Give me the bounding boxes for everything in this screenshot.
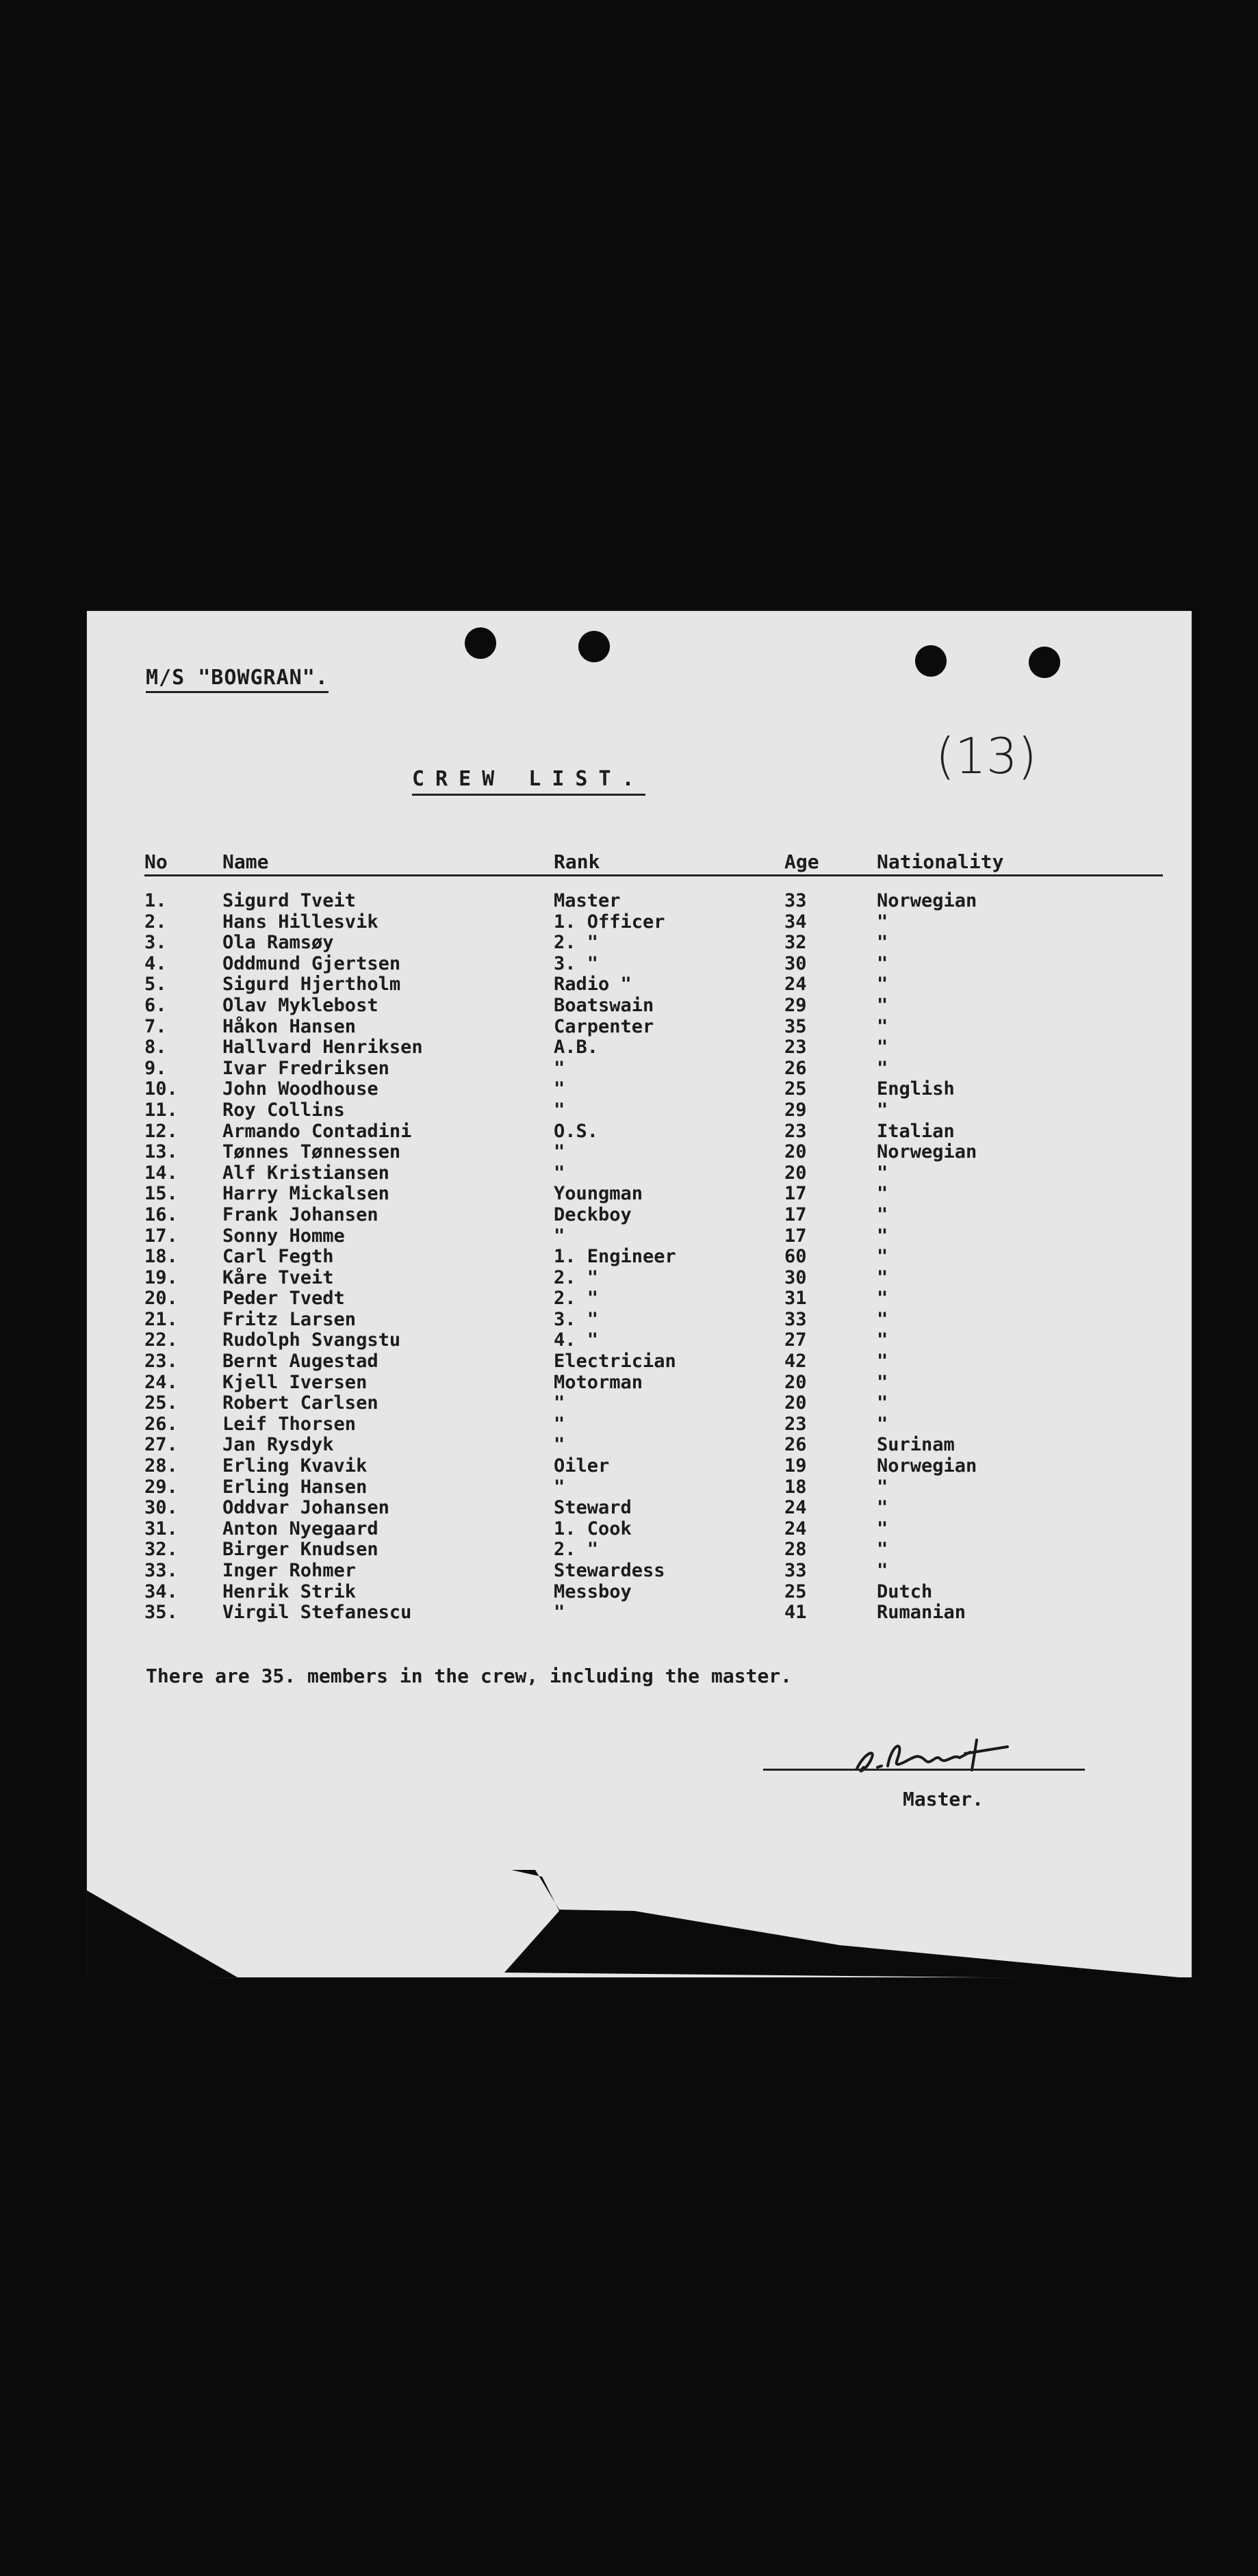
crew-name: Frank Johansen [222,1204,378,1225]
crew-nationality: Dutch [877,1580,933,1602]
crew-age: 24 [784,974,807,996]
table-row [144,1476,1171,1498]
crew-nationality: " [877,1560,888,1581]
crew-rank: Electrician [554,1351,676,1372]
crew-number: 2. [144,911,167,933]
punch-hole [578,631,610,662]
crew-number: 22. [144,1329,178,1351]
table-row [144,1162,1171,1184]
crew-name: Kåre Tveit [222,1266,334,1288]
crew-number: 27. [144,1434,178,1456]
crew-number: 32. [144,1539,178,1561]
crew-name: Oddmund Gjertsen [222,952,401,974]
crew-rank: " [554,1434,565,1456]
column-header-rank: Rank [554,850,600,873]
crew-nationality: " [877,1246,888,1268]
crew-number: 17. [144,1225,178,1247]
crew-age: 24 [784,1518,807,1539]
crew-number: 18. [144,1246,178,1268]
crew-nationality: " [877,1266,888,1288]
crew-age: 20 [784,1392,807,1414]
crew-age: 35 [784,1015,807,1037]
crew-name: Sonny Homme [222,1225,345,1247]
table-row [144,1078,1171,1100]
crew-number: 26. [144,1413,178,1435]
crew-name: Birger Knudsen [222,1539,378,1561]
table-row [144,1455,1171,1476]
table-row [144,1246,1171,1267]
crew-age: 26 [784,1057,807,1079]
crew-name: Alf Kristiansen [222,1162,389,1184]
crew-age: 17 [784,1204,807,1225]
table-row [144,1351,1171,1372]
crew-number: 28. [144,1455,178,1477]
crew-age: 20 [784,1371,807,1393]
crew-age: 25 [784,1580,807,1602]
crew-number: 10. [144,1078,178,1100]
crew-rank: Deckboy [554,1204,632,1225]
table-row [144,1329,1171,1351]
crew-name: Sigurd Hjertholm [222,974,401,996]
crew-nationality: " [877,1162,888,1184]
crew-name: Rudolph Svangstu [222,1329,401,1351]
crew-age: 30 [784,952,807,974]
crew-rank: O.S. [554,1120,599,1142]
crew-list-page [87,611,1192,1977]
crew-rank: Boatswain [554,994,654,1016]
crew-rank: 1. Officer [554,911,665,933]
crew-number: 14. [144,1162,178,1184]
crew-nationality: " [877,911,888,933]
crew-nationality: English [877,1078,955,1100]
crew-rank: " [554,1099,565,1121]
crew-rank: Oiler [554,1455,610,1477]
punch-hole [915,645,947,677]
table-row [144,1518,1171,1539]
ship-name: M/S "BOWGRAN". [146,666,329,693]
crew-name: Hans Hillesvik [222,911,378,933]
crew-name: Virgil Stefanescu [222,1602,412,1624]
crew-name: Kjell Iversen [222,1371,368,1393]
crew-age: 33 [784,1308,807,1330]
crew-rank: " [554,1162,565,1184]
table-row [144,1581,1171,1602]
crew-nationality: Italian [877,1120,955,1142]
crew-age: 42 [784,1351,807,1372]
crew-number: 35. [144,1602,178,1624]
crew-number: 16. [144,1204,178,1225]
crew-age: 30 [784,1266,807,1288]
master-signature [850,1726,1028,1781]
crew-name: Erling Hansen [222,1476,368,1498]
table-row [144,1602,1171,1623]
crew-number: 5. [144,974,167,996]
crew-rank: 2. " [554,1266,599,1288]
crew-number: 3. [144,932,167,954]
table-row [144,1267,1171,1288]
crew-rank: A.B. [554,1037,599,1058]
crew-nationality: " [877,1183,888,1205]
crew-count-note: There are 35. members in the crew, including the master. [146,1665,793,1687]
crew-nationality: " [877,1308,888,1330]
table-row [144,1539,1171,1560]
crew-age: 33 [784,890,807,911]
crew-number: 1. [144,890,167,911]
column-header-name: Name [222,850,269,873]
crew-name: John Woodhouse [222,1078,378,1100]
crew-name: Roy Collins [222,1099,345,1121]
table-row [144,911,1171,933]
crew-name: Leif Thorsen [222,1413,357,1435]
punch-hole [1029,647,1060,678]
crew-number: 7. [144,1015,167,1037]
crew-age: 29 [784,994,807,1016]
crew-rank: 1. Cook [554,1518,632,1539]
table-row [144,1037,1171,1058]
crew-number: 12. [144,1120,178,1142]
punch-hole [465,627,496,659]
crew-name: Olav Myklebost [222,994,378,1016]
crew-rank: 1. Engineer [554,1246,676,1268]
crew-nationality: " [877,932,888,954]
crew-number: 13. [144,1141,178,1163]
crew-rank: 2. " [554,1539,599,1561]
crew-number: 9. [144,1057,167,1079]
crew-rank: Master [554,890,621,911]
table-row [144,890,1171,911]
crew-age: 18 [784,1476,807,1498]
crew-number: 30. [144,1497,178,1519]
crew-age: 29 [784,1099,807,1121]
crew-name: Håkon Hansen [222,1015,357,1037]
crew-number: 11. [144,1099,178,1121]
crew-age: 32 [784,932,807,954]
table-row [144,1183,1171,1204]
crew-table [144,890,1171,1623]
crew-number: 8. [144,1037,167,1058]
column-header-no: No [144,850,168,873]
crew-number: 21. [144,1308,178,1330]
crew-name: Oddvar Johansen [222,1497,389,1519]
crew-number: 15. [144,1183,178,1205]
crew-name: Peder Tvedt [222,1288,345,1310]
crew-nationality: " [877,994,888,1016]
crew-name: Sigurd Tveit [222,890,357,911]
crew-age: 41 [784,1602,807,1624]
crew-age: 23 [784,1120,807,1142]
crew-name: Ola Ramsøy [222,932,334,954]
table-row [144,1309,1171,1330]
crew-number: 20. [144,1288,178,1310]
crew-number: 25. [144,1392,178,1414]
crew-age: 24 [784,1497,807,1519]
crew-nationality: " [877,952,888,974]
crew-number: 4. [144,952,167,974]
crew-age: 23 [784,1413,807,1435]
crew-name: Jan Rysdyk [222,1434,334,1456]
crew-nationality: " [877,1351,888,1372]
table-row [144,1225,1171,1247]
crew-name: Harry Mickalsen [222,1183,389,1205]
crew-nationality: " [877,1371,888,1393]
crew-rank: Stewardess [554,1560,665,1581]
crew-age: 20 [784,1162,807,1184]
crew-name: Robert Carlsen [222,1392,378,1414]
crew-rank: " [554,1078,565,1100]
crew-age: 28 [784,1539,807,1561]
crew-number: 34. [144,1580,178,1602]
crew-nationality: " [877,1539,888,1561]
crew-name: Hallvard Henriksen [222,1037,423,1058]
crew-nationality: " [877,1057,888,1079]
table-row [144,1497,1171,1518]
crew-age: 60 [784,1246,807,1268]
table-row [144,1100,1171,1121]
crew-name: Erling Kvavik [222,1455,368,1477]
crew-age: 19 [784,1455,807,1477]
crew-nationality: " [877,1476,888,1498]
crew-rank: " [554,1602,565,1624]
crew-rank: Youngman [554,1183,643,1205]
crew-name: Carl Fegth [222,1246,334,1268]
crew-nationality: " [877,1037,888,1058]
table-row [144,1372,1171,1393]
crew-rank: Messboy [554,1580,632,1602]
crew-rank: " [554,1392,565,1414]
crew-nationality: Norwegian [877,1141,977,1163]
crew-name: Fritz Larsen [222,1308,357,1330]
table-row [144,995,1171,1016]
crew-nationality: Rumanian [877,1602,966,1624]
crew-number: 31. [144,1518,178,1539]
crew-nationality: " [877,1204,888,1225]
crew-rank: Carpenter [554,1015,654,1037]
crew-nationality: " [877,1497,888,1519]
crew-age: 33 [784,1560,807,1581]
crew-name: Henrik Strik [222,1580,357,1602]
crew-age: 17 [784,1183,807,1205]
crew-name: Tønnes Tønnessen [222,1141,401,1163]
crew-rank: " [554,1141,565,1163]
crew-rank: " [554,1413,565,1435]
crew-nationality: " [877,1413,888,1435]
crew-nationality: " [877,1329,888,1351]
crew-number: 33. [144,1560,178,1581]
crew-number: 19. [144,1266,178,1288]
crew-age: 27 [784,1329,807,1351]
crew-number: 24. [144,1371,178,1393]
crew-age: 31 [784,1288,807,1310]
table-row [144,953,1171,974]
crew-number: 23. [144,1351,178,1372]
table-row [144,1434,1171,1455]
crew-name: Ivar Fredriksen [222,1057,389,1079]
crew-nationality: " [877,1225,888,1247]
page-number: (13) [936,727,1037,785]
crew-age: 34 [784,911,807,933]
crew-rank: 2. " [554,932,599,954]
crew-age: 23 [784,1037,807,1058]
column-header-age: Age [784,850,819,873]
table-row [144,1414,1171,1435]
table-row [144,1058,1171,1079]
crew-age: 26 [784,1434,807,1456]
crew-nationality: Norwegian [877,890,977,911]
crew-number: 29. [144,1476,178,1498]
table-row [144,1560,1171,1581]
crew-nationality: " [877,1392,888,1414]
crew-rank: Motorman [554,1371,643,1393]
crew-rank: 2. " [554,1288,599,1310]
crew-name: Anton Nyegaard [222,1518,378,1539]
crew-name: Bernt Augestad [222,1351,378,1372]
crew-nationality: " [877,1015,888,1037]
table-row [144,974,1171,995]
crew-rank: Radio " [554,974,632,996]
crew-rank: " [554,1057,565,1079]
table-row [144,1204,1171,1225]
crew-nationality: Surinam [877,1434,955,1456]
crew-age: 20 [784,1141,807,1163]
table-row [144,1288,1171,1309]
crew-age: 17 [784,1225,807,1247]
crew-name: Armando Contadini [222,1120,412,1142]
document-title: CREW LIST. [412,767,645,796]
crew-age: 25 [784,1078,807,1100]
signature-title: Master. [903,1788,984,1810]
crew-nationality: " [877,1518,888,1539]
crew-nationality: " [877,974,888,996]
crew-nationality: " [877,1288,888,1310]
signature-line [763,1769,1085,1771]
table-row [144,1392,1171,1414]
crew-rank: " [554,1476,565,1498]
header-underline [144,874,1163,876]
crew-rank: 4. " [554,1329,599,1351]
crew-rank: " [554,1225,565,1247]
crew-rank: 3. " [554,1308,599,1330]
table-row [144,1016,1171,1037]
crew-number: 6. [144,994,167,1016]
crew-nationality: " [877,1099,888,1121]
column-header-nationality: Nationality [877,850,1004,873]
table-row [144,1141,1171,1162]
crew-rank: Steward [554,1497,632,1519]
crew-rank: 3. " [554,952,599,974]
torn-edge [87,1870,1192,1979]
table-row [144,1121,1171,1142]
table-row [144,932,1171,953]
crew-name: Inger Rohmer [222,1560,357,1581]
crew-nationality: Norwegian [877,1455,977,1477]
